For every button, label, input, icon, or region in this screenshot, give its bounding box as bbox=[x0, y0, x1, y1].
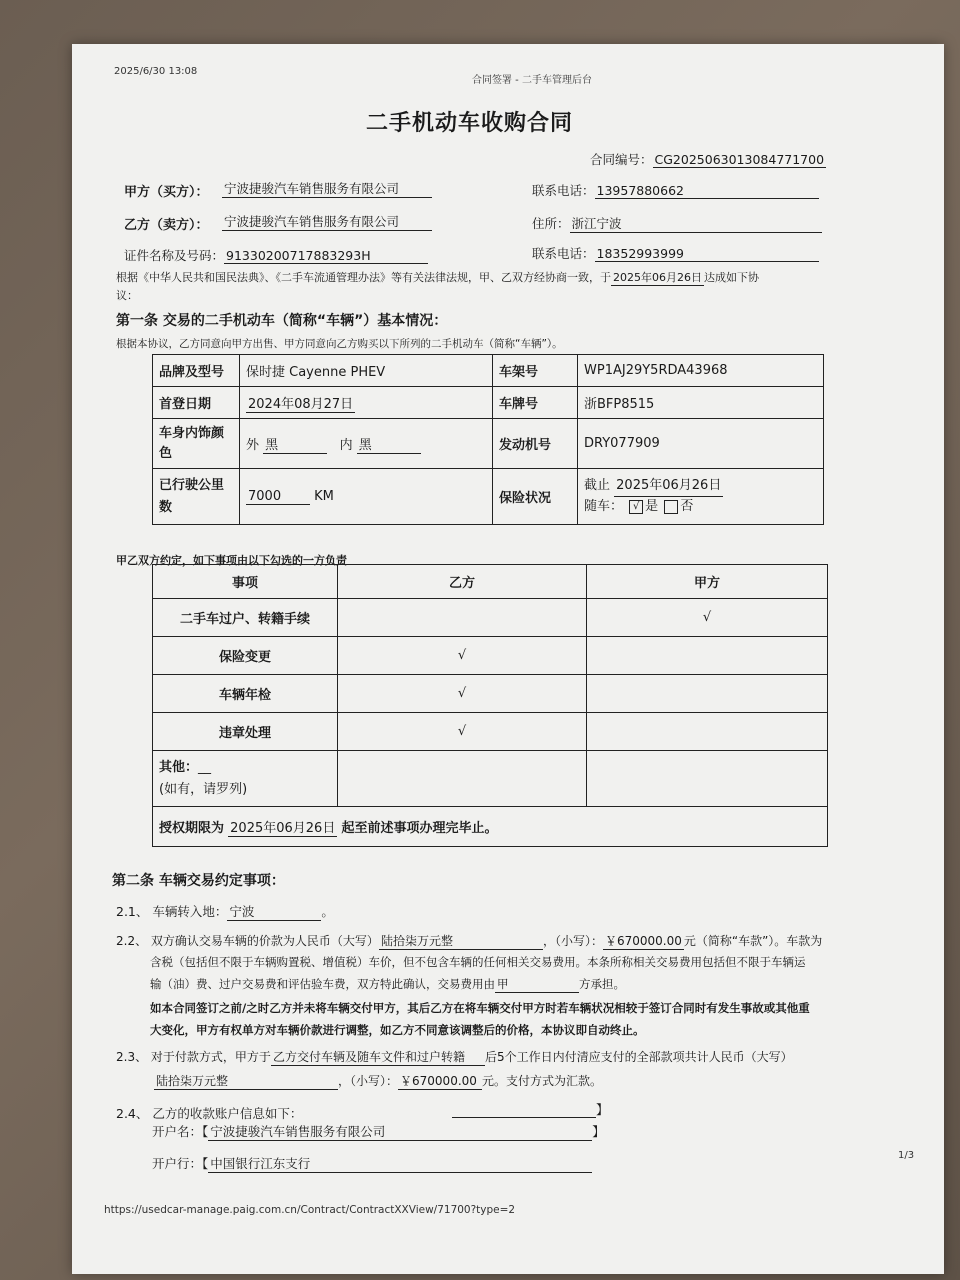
duty-item: 保险变更 bbox=[153, 637, 338, 675]
clause-2-2-line2: 含税（包括但不限于车辆购置税、增值税）车价，但不包含车辆的任何相关交易费用。本条所称相关交易费用包括但不限于车辆运 bbox=[150, 955, 806, 969]
duty-mark-a bbox=[587, 675, 828, 713]
duty-intro: 甲乙双方约定，如下事项由以下勾选的一方负责 bbox=[116, 554, 347, 567]
vehicle-info-table bbox=[152, 354, 824, 525]
duty-item: 车辆年检 bbox=[153, 675, 338, 713]
clause-2-1: 2.1、 车辆转入地： 宁波 。 bbox=[116, 904, 334, 919]
duty-other-b bbox=[338, 751, 587, 807]
duty-header-a: 甲方 bbox=[587, 565, 828, 599]
duty-mark-b: √ bbox=[338, 637, 587, 675]
party-b-address: 住所： 浙江宁波 bbox=[532, 214, 822, 233]
duty-row bbox=[153, 637, 828, 675]
clause-2-2-line1: 2.2、 双方确认交易车辆的价款为人民币（大写） 陆拾柒万元整 ，（小写）： ￥670000.00 元（简称“车款”）。车款为 bbox=[116, 934, 823, 948]
clause-2-3-line1: 2.3、 对于付款方式，甲方于 乙方交付车辆及随车文件和过户转籍 后5个工作日内付清应支付的全部款项共计人民币（大写） bbox=[116, 1050, 793, 1064]
page-number: 1/3 bbox=[898, 1150, 915, 1161]
brand-value: 保时捷 Cayenne PHEV bbox=[240, 355, 493, 387]
engine-value: DRY077909 bbox=[578, 419, 824, 469]
contract-number: 合同编号： CG2025063013084771700 bbox=[590, 152, 825, 167]
certificate: 证件名称及号码： 91330200717883293H bbox=[124, 246, 428, 264]
preamble: 根据《中华人民共和国民法典》、《二手车流通管理办法》等有关法律法规，甲、乙双方经协商一致，于 2025年06月26日 达成如下协 bbox=[116, 271, 759, 284]
print-datetime: 2025/6/30 13:08 bbox=[114, 66, 198, 77]
brand-label: 品牌及型号 bbox=[153, 355, 240, 387]
duty-mark-a bbox=[587, 637, 828, 675]
vin-label: 车架号 bbox=[493, 355, 578, 387]
party-b-name: 宁波捷骏汽车销售服务有限公司 bbox=[222, 212, 432, 231]
account-line-end: 】 bbox=[452, 1100, 609, 1118]
duty-item: 二手车过户、转籍手续 bbox=[153, 599, 338, 637]
duty-row bbox=[153, 675, 828, 713]
party-a-phone: 联系电话： 13957880662 bbox=[532, 181, 819, 199]
section-2-title: 第二条 车辆交易约定事项： bbox=[112, 873, 285, 889]
color-label: 车身内饰颜色 bbox=[153, 419, 240, 469]
account-name: 开户名：【 宁波捷骏汽车销售服务有限公司 】 bbox=[152, 1124, 605, 1139]
site-title: 合同签署 - 二手车管理后台 bbox=[472, 75, 592, 86]
duty-header-b: 乙方 bbox=[338, 565, 587, 599]
party-a-name: 宁波捷骏汽车销售服务有限公司 bbox=[222, 179, 432, 198]
insurance-label: 保险状况 bbox=[493, 469, 578, 525]
duty-row bbox=[153, 713, 828, 751]
clause-2-2-bold1: 如本合同签订之前/之时乙方并未将车辆交付甲方，其后乙方在将车辆交付甲方时若车辆状况相较于签订合同时有发生事故或其他重 bbox=[150, 1001, 810, 1015]
authorization-period: 授权期限为 2025年06月26日 起至前述事项办理完毕止。 bbox=[153, 807, 828, 847]
clause-2-2-bold2: 大变化，甲方有权单方对车辆价款进行调整，如乙方不同意该调整后的价格，本协议即自动终止。 bbox=[150, 1023, 645, 1037]
bank-name: 开户行：【 中国银行江东支行 bbox=[152, 1154, 592, 1173]
insurance-yes-checkbox: √ bbox=[629, 500, 643, 514]
duty-table bbox=[152, 564, 828, 847]
insurance-no-checkbox bbox=[664, 500, 678, 514]
mileage-value: 7000 KM bbox=[240, 469, 493, 525]
clause-2-4: 2.4、 乙方的收款账户信息如下： bbox=[116, 1106, 303, 1121]
reg-date-value: 2024年08月27日 bbox=[240, 387, 493, 419]
engine-label: 发动机号 bbox=[493, 419, 578, 469]
duty-mark-b: √ bbox=[338, 713, 587, 751]
party-b-label: 乙方（卖方）： bbox=[124, 218, 209, 233]
vin-value: WP1AJ29Y5RDA43968 bbox=[578, 355, 824, 387]
duty-mark-a bbox=[587, 713, 828, 751]
duty-item: 违章处理 bbox=[153, 713, 338, 751]
contract-page bbox=[72, 44, 944, 1274]
insurance-value: 截止 2025年06月26日 随车： √ 是 否 bbox=[578, 469, 824, 525]
document-title: 二手机动车收购合同 bbox=[366, 111, 574, 136]
reg-date-label: 首登日期 bbox=[153, 387, 240, 419]
duty-mark-b bbox=[338, 599, 587, 637]
clause-2-2-line3: 输（油）费、过户交易费和评估验车费，双方特此确认，交易费用由 甲 方承担。 bbox=[150, 977, 625, 991]
duty-other: 其他：__ (如有，请罗列) bbox=[153, 751, 338, 807]
duty-row bbox=[153, 599, 828, 637]
preamble-continued: 议： bbox=[116, 289, 138, 302]
plate-value: 浙BFP8515 bbox=[578, 387, 824, 419]
mileage-label: 已行驶公里数 bbox=[153, 469, 240, 525]
party-b-phone: 联系电话： 18352993999 bbox=[532, 244, 819, 262]
duty-header-item: 事项 bbox=[153, 565, 338, 599]
color-value: 外 黑 内 黑 bbox=[240, 419, 493, 469]
footer-url: https://usedcar-manage.paig.com.cn/Contract/ContractXXView/71700?type=2 bbox=[104, 1204, 516, 1216]
party-a-label: 甲方（买方）： bbox=[124, 185, 209, 200]
duty-mark-b: √ bbox=[338, 675, 587, 713]
clause-2-3-line2: 陆拾柒万元整 ，（小写）： ￥670000.00 元。支付方式为汇款。 bbox=[156, 1074, 603, 1088]
plate-label: 车牌号 bbox=[493, 387, 578, 419]
section-1-intro: 根据本协议，乙方同意向甲方出售、甲方同意向乙方购买以下所列的二手机动车（简称“车辆”）。 bbox=[116, 338, 563, 350]
section-1-title: 第一条 交易的二手机动车（简称“车辆”）基本情况： bbox=[116, 313, 448, 329]
duty-mark-a: √ bbox=[587, 599, 828, 637]
duty-other-a bbox=[587, 751, 828, 807]
